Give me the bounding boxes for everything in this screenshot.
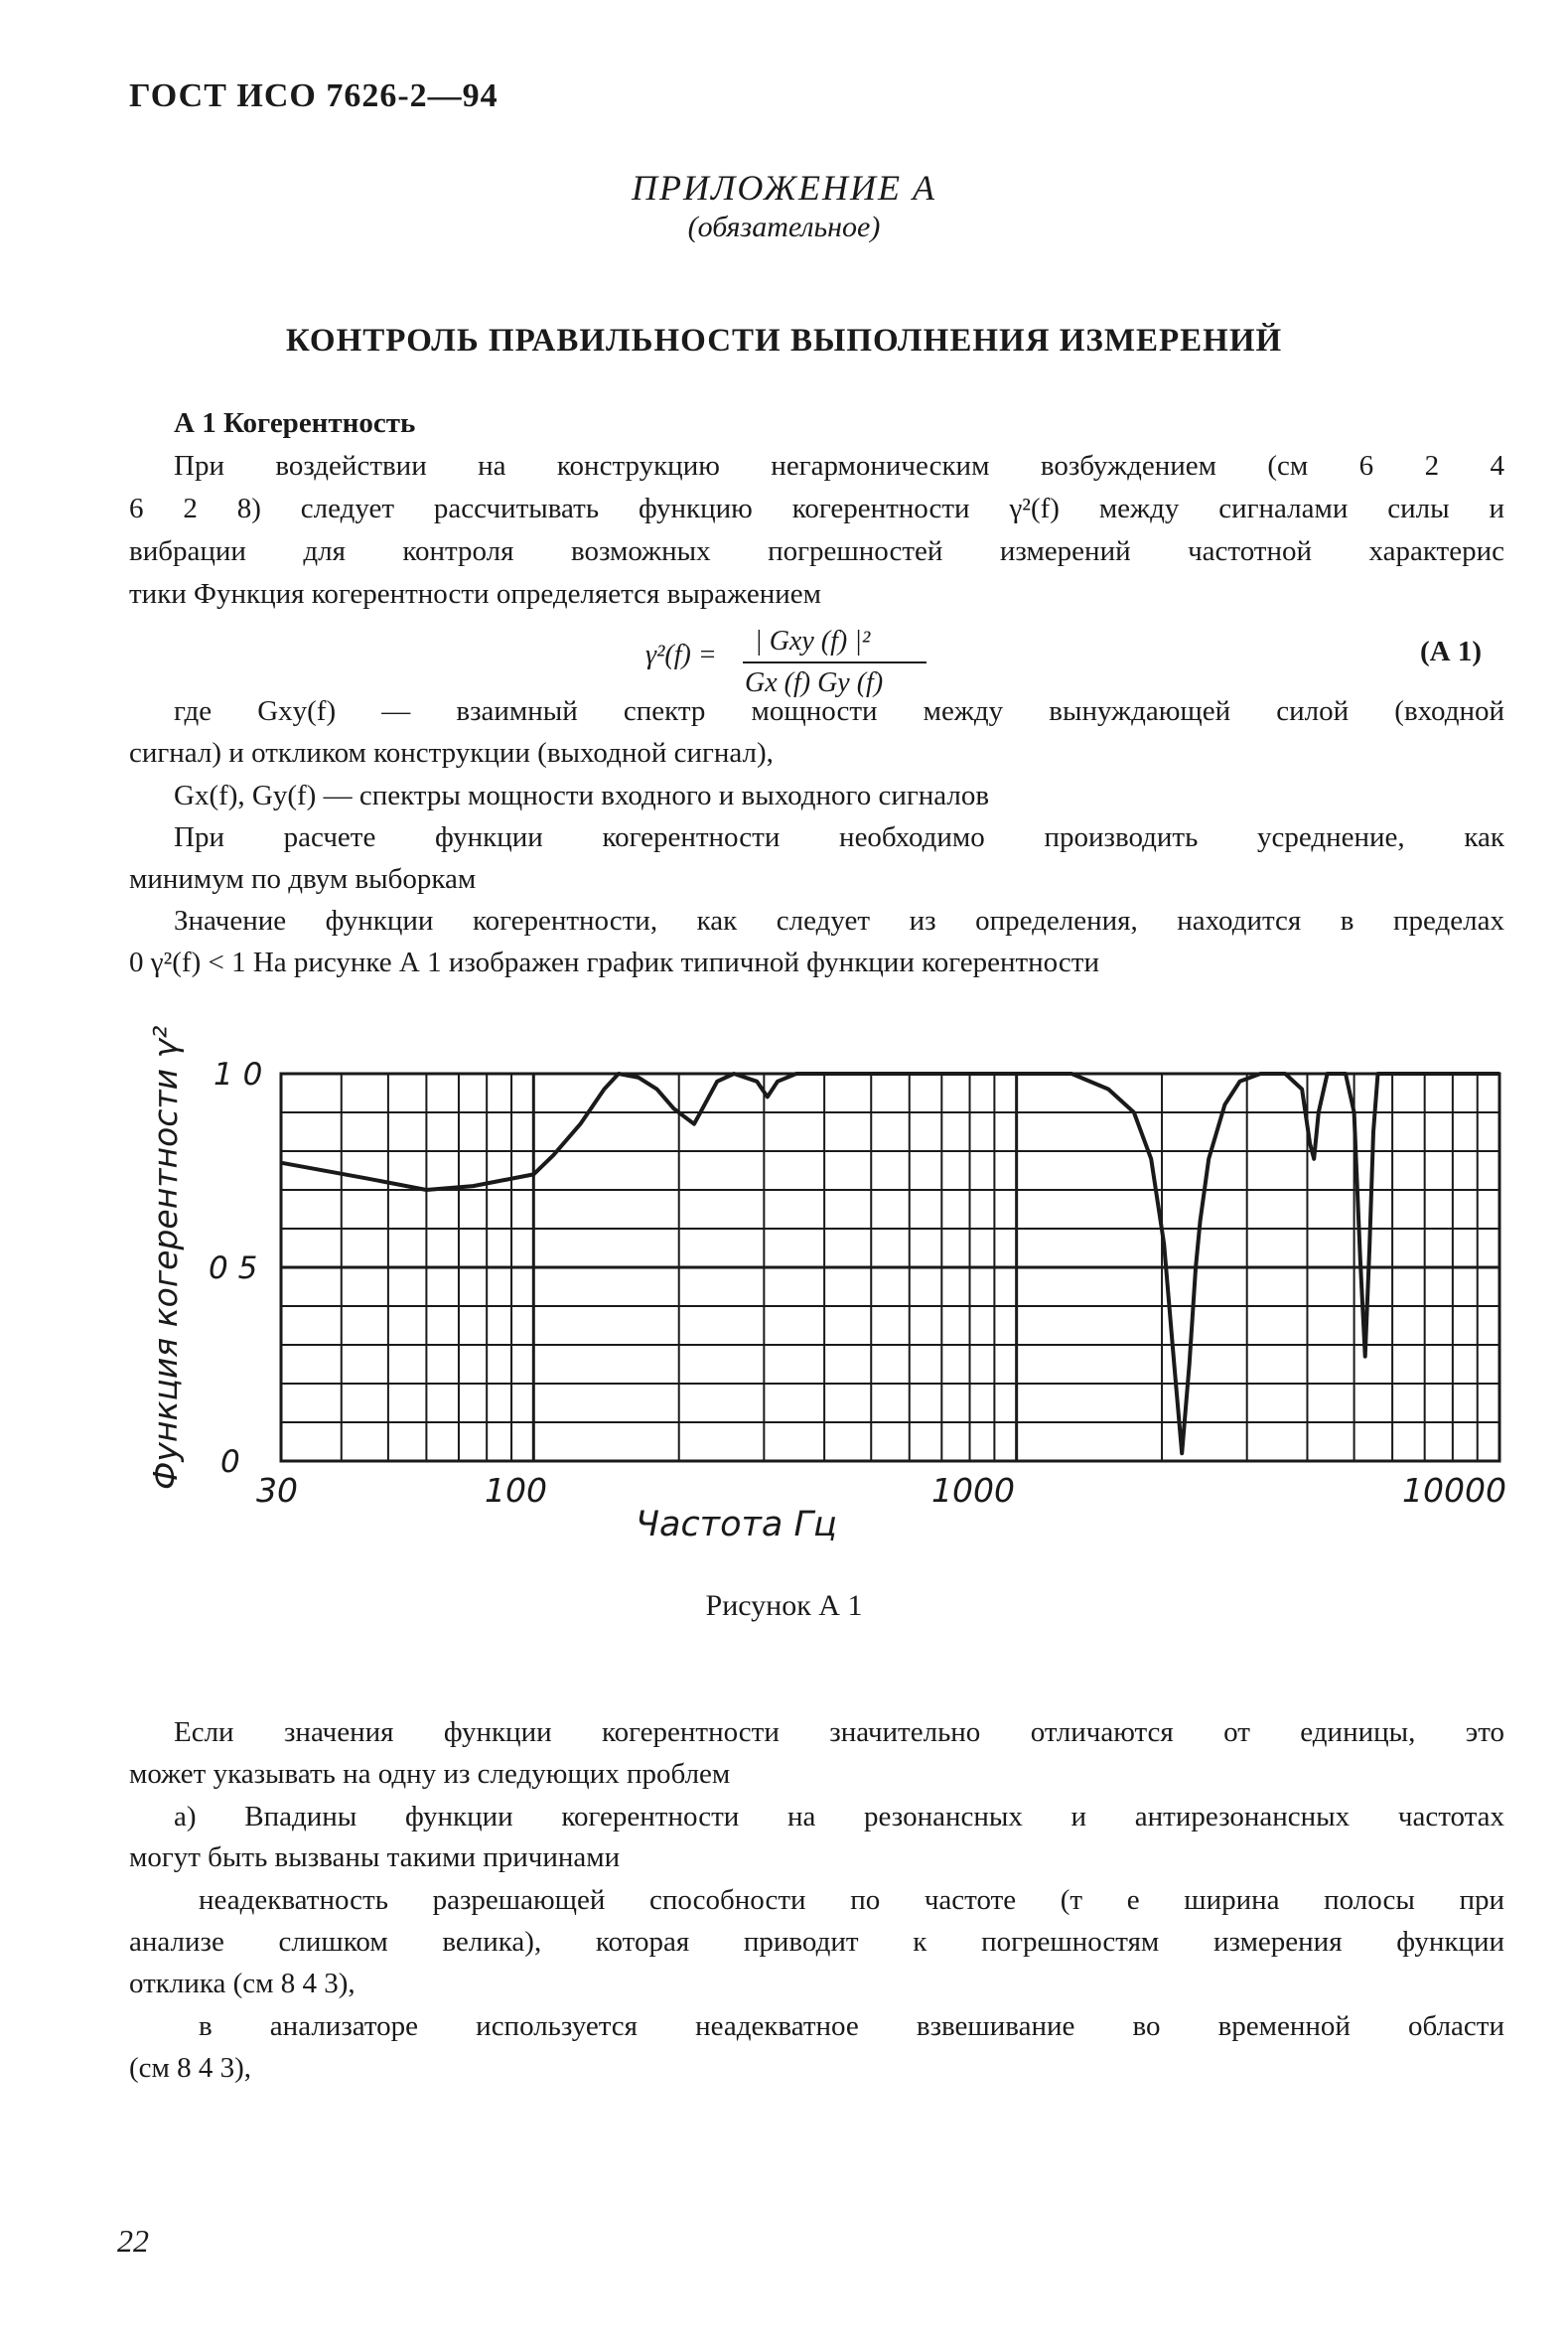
- paragraph-line: 6 2 8) следует рассчитывать функцию когерентности γ²(f) между сигналами силы и: [129, 493, 1504, 524]
- paragraph-line: При расчете функции когерентности необходимо производить усреднение, как: [174, 821, 1504, 853]
- formula-denominator: Gx (f) Gy (f): [745, 667, 884, 698]
- fraction-bar: [743, 661, 927, 663]
- paragraph-line: 0 γ²(f) < 1 На рисунке А 1 изображен график типичной функции когерентности: [129, 947, 1099, 978]
- x-tick-label: 10000: [1402, 1471, 1506, 1510]
- formula-numerator: | Gxy (f) |²: [755, 626, 871, 657]
- appendix-subtitle: (обязательное): [687, 211, 881, 243]
- x-tick-label: 30: [256, 1471, 298, 1510]
- paragraph-line: (см 8 4 3),: [129, 2052, 252, 2084]
- paragraph-line: в анализаторе используется неадекватное взвешивание во временной области: [199, 2010, 1504, 2042]
- paragraph-line: могут быть вызваны такими причинами: [129, 1841, 621, 1873]
- paragraph-line: Если значения функции когерентности значительно отличаются от единицы, это: [174, 1716, 1504, 1748]
- page-number: 22: [117, 2223, 149, 2259]
- paragraph-line: минимум по двум выборкам: [129, 863, 477, 895]
- paragraph-line: где Gxy(f) — взаимный спектр мощности между вынуждающей силой (входной: [174, 695, 1504, 727]
- y-tick-label: 1 0: [214, 1057, 263, 1093]
- paragraph-line: тики Функция когерентности определяется выражением: [129, 578, 821, 610]
- y-tick-label: 0 5: [209, 1250, 258, 1286]
- x-axis-label: Частота Гц: [636, 1505, 837, 1544]
- paragraph-line: а) Впадины функции когерентности на резонансных и антирезонансных частотах: [174, 1801, 1504, 1832]
- coherence-formula: [636, 626, 953, 703]
- paragraph-line: сигнал) и откликом конструкции (выходной сигнал),: [129, 737, 774, 769]
- subsection-heading: А 1 Когерентность: [174, 407, 416, 439]
- paragraph-line: вибрации для контроля возможных погрешностей измерений частотной характерис: [129, 535, 1504, 567]
- paragraph-line: Gx(f), Gy(f) — спектры мощности входного и выходного сигналов: [174, 780, 990, 811]
- appendix-title: ПРИЛОЖЕНИЕ А: [632, 168, 936, 208]
- section-title: КОНТРОЛЬ ПРАВИЛЬНОСТИ ВЫПОЛНЕНИЯ ИЗМЕРЕНИЙ: [285, 323, 1283, 359]
- paragraph-line: неадекватность разрешающей способности по частоте (т е ширина полосы при: [199, 1884, 1504, 1916]
- y-tick-label: 0: [220, 1444, 240, 1480]
- chart-grid: [281, 1074, 1499, 1461]
- equation-number: (А 1): [1420, 636, 1483, 667]
- formula-lhs: γ²(f) =: [645, 640, 717, 670]
- paragraph-line: При воздействии на конструкцию негармоническим возбуждением (см 6 2 4: [174, 450, 1504, 482]
- coherence-curve: [281, 1074, 1499, 1453]
- paragraph-line: может указывать на одну из следующих проблем: [129, 1758, 731, 1790]
- document-header: ГОСТ ИСО 7626-2—94: [129, 77, 499, 114]
- x-tick-label: 100: [485, 1471, 547, 1510]
- figure-caption: Рисунок А 1: [705, 1589, 863, 1622]
- paragraph-line: отклика (см 8 4 3),: [129, 1968, 356, 1999]
- paragraph-line: Значение функции когерентности, как следует из определения, находится в пределах: [174, 905, 1504, 937]
- x-tick-label: 1000: [931, 1471, 1015, 1510]
- y-axis-label: Функция когерентности γ²: [146, 1025, 185, 1490]
- paragraph-line: анализе слишком велика), которая приводит к погрешностям измерения функции: [129, 1926, 1504, 1958]
- plot-frame: [281, 1074, 1499, 1461]
